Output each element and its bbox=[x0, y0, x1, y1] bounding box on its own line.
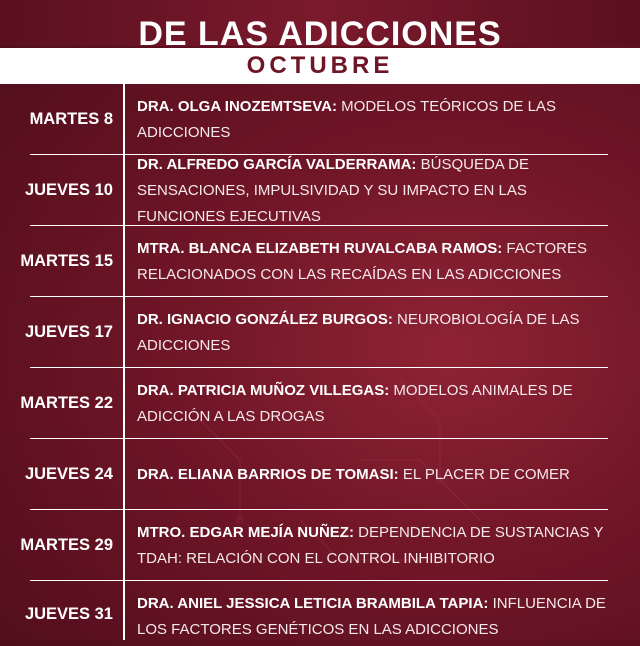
session-date: MARTES 15 bbox=[20, 252, 113, 270]
session-talk bbox=[137, 297, 617, 368]
talk-topic: INFLUENCIA DE LOS FACTORES GENÉTICOS EN LAS ADICCIONES bbox=[137, 594, 606, 638]
speaker-name: DRA. ANIEL JESSICA LETICIA BRAMBILA TAPIA: bbox=[137, 594, 489, 612]
speaker-name: DRA. ELIANA BARRIOS DE TOMASI: bbox=[137, 465, 399, 483]
speaker-name: DRA. OLGA INOZEMTSEVA: bbox=[137, 97, 337, 115]
session-talk bbox=[137, 226, 617, 297]
talk-topic: EL PLACER DE COMER bbox=[398, 465, 570, 483]
session-date: MARTES 8 bbox=[29, 110, 113, 128]
session-talk bbox=[137, 155, 617, 226]
session-date: JUEVES 31 bbox=[24, 605, 113, 623]
speaker-name: DR. IGNACIO GONZÁLEZ BURGOS: bbox=[137, 310, 393, 328]
session-date: JUEVES 17 bbox=[24, 323, 113, 341]
session-date: MARTES 29 bbox=[20, 536, 113, 554]
speaker-name: MTRA. BLANCA ELIZABETH RUVALCABA RAMOS: bbox=[137, 239, 503, 257]
month-bar bbox=[0, 48, 640, 84]
month-label: OCTUBRE bbox=[246, 52, 394, 79]
session-talk bbox=[137, 84, 617, 155]
schedule-row bbox=[0, 84, 640, 155]
talk-topic: MODELOS ANIMALES DE ADICCIÓN A LAS DROGAS bbox=[137, 381, 573, 425]
session-talk bbox=[137, 510, 617, 581]
schedule-row bbox=[0, 155, 640, 226]
session-talk bbox=[137, 439, 617, 510]
schedule-row bbox=[0, 226, 640, 297]
speaker-name: DR. ALFREDO GARCÍA VALDERRAMA: bbox=[137, 155, 417, 173]
schedule-row bbox=[0, 368, 640, 439]
talk-topic: NEUROBIOLOGÍA DE LAS ADICCIONES bbox=[137, 310, 580, 354]
session-date: JUEVES 24 bbox=[24, 465, 113, 483]
talk-topic: FACTORES RELACIONADOS CON LAS RECAÍDAS EN LAS ADICCIONES bbox=[137, 239, 587, 283]
talk-topic: DEPENDENCIA DE SUSTANCIAS Y TDAH: RELACIÓN CON EL CONTROL INHIBITORIO bbox=[137, 523, 604, 567]
talk-topic: MODELOS TEÓRICOS DE LAS ADICCIONES bbox=[137, 97, 556, 141]
session-talk bbox=[137, 368, 617, 439]
schedule-row bbox=[0, 510, 640, 581]
session-date: MARTES 22 bbox=[20, 394, 113, 412]
schedule-row bbox=[0, 439, 640, 510]
schedule-row bbox=[0, 297, 640, 368]
session-talk bbox=[137, 581, 617, 646]
speaker-name: MTRO. EDGAR MEJÍA NUÑEZ: bbox=[137, 523, 354, 541]
page-title: DE LAS ADICCIONES bbox=[138, 15, 502, 46]
schedule-row bbox=[0, 581, 640, 640]
session-date: JUEVES 10 bbox=[24, 181, 113, 199]
title-banner bbox=[0, 0, 640, 46]
speaker-name: DRA. PATRICIA MUÑOZ VILLEGAS: bbox=[137, 381, 390, 399]
talk-topic: BÚSQUEDA DE SENSACIONES, IMPULSIVIDAD Y SU IMPACTO EN LAS FUNCIONES EJECUTIVAS bbox=[137, 155, 529, 225]
